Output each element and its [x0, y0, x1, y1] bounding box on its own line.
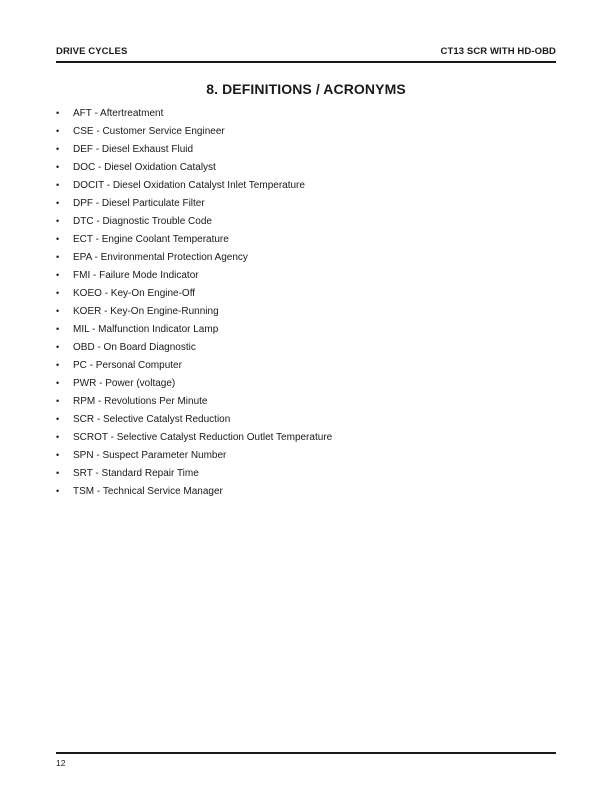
list-item — [56, 410, 332, 428]
acronym-definition: DOC - Diesel Oxidation Catalyst — [73, 161, 216, 173]
bullet-icon: • — [56, 234, 60, 244]
list-item — [56, 302, 332, 320]
acronym-definition: PWR - Power (voltage) — [73, 377, 176, 389]
header-section-label: DRIVE CYCLES — [56, 45, 128, 57]
bullet-icon: • — [56, 468, 60, 478]
list-item — [56, 446, 332, 464]
acronym-definition: DPF - Diesel Particulate Filter — [73, 197, 205, 209]
bullet-icon: • — [56, 144, 60, 154]
list-item — [56, 320, 332, 338]
bullet-icon: • — [56, 324, 60, 334]
bullet-icon: • — [56, 378, 60, 388]
bullet-icon: • — [56, 360, 60, 370]
list-item — [56, 104, 332, 122]
list-item — [56, 392, 332, 410]
list-item — [56, 356, 332, 374]
acronym-definition: DTC - Diagnostic Trouble Code — [73, 215, 212, 227]
list-item — [56, 464, 332, 482]
acronym-definition: KOER - Key-On Engine-Running — [73, 305, 219, 317]
acronym-definition: ECT - Engine Coolant Temperature — [73, 233, 229, 245]
list-item — [56, 194, 332, 212]
bullet-icon: • — [56, 162, 60, 172]
acronym-definition: MIL - Malfunction Indicator Lamp — [73, 323, 219, 335]
page-number: 12 — [56, 758, 66, 768]
list-item — [56, 176, 332, 194]
page-header — [56, 44, 556, 58]
bullet-icon: • — [56, 180, 60, 190]
list-item — [56, 284, 332, 302]
acronym-definition: PC - Personal Computer — [73, 359, 182, 371]
bullet-icon: • — [56, 396, 60, 406]
bullet-icon: • — [56, 126, 60, 136]
list-item — [56, 482, 332, 500]
bullet-icon: • — [56, 270, 60, 280]
acronym-definition: SCROT - Selective Catalyst Reduction Outlet Temperature — [73, 431, 333, 443]
list-item — [56, 428, 332, 446]
footer-divider — [56, 752, 556, 754]
acronym-definition: SCR - Selective Catalyst Reduction — [73, 413, 231, 425]
acronym-definition: SRT - Standard Repair Time — [73, 467, 199, 479]
acronym-definition: EPA - Environmental Protection Agency — [73, 251, 248, 263]
list-item — [56, 230, 332, 248]
bullet-icon: • — [56, 198, 60, 208]
acronym-definition: DEF - Diesel Exhaust Fluid — [73, 143, 194, 155]
bullet-icon: • — [56, 432, 60, 442]
bullet-icon: • — [56, 252, 60, 262]
header-document-label: CT13 SCR WITH HD-OBD — [440, 45, 556, 57]
list-item — [56, 266, 332, 284]
bullet-icon: • — [56, 414, 60, 424]
acronym-definition: KOEO - Key-On Engine-Off — [73, 287, 196, 299]
bullet-icon: • — [56, 486, 60, 496]
acronym-definition: FMI - Failure Mode Indicator — [73, 269, 199, 281]
list-item — [56, 158, 332, 176]
acronym-definition: AFT - Aftertreatment — [73, 107, 164, 119]
acronym-definition: TSM - Technical Service Manager — [73, 485, 223, 497]
bullet-icon: • — [56, 216, 60, 226]
bullet-icon: • — [56, 108, 60, 118]
acronym-definition: CSE - Customer Service Engineer — [73, 125, 225, 137]
acronym-definition: RPM - Revolutions Per Minute — [73, 395, 208, 407]
list-item — [56, 248, 332, 266]
section-title: 8. DEFINITIONS / ACRONYMS — [206, 81, 406, 97]
acronym-list — [56, 104, 332, 500]
acronym-definition: SPN - Suspect Parameter Number — [73, 449, 227, 461]
acronym-definition: OBD - On Board Diagnostic — [73, 341, 196, 353]
list-item — [56, 374, 332, 392]
bullet-icon: • — [56, 342, 60, 352]
list-item — [56, 338, 332, 356]
list-item — [56, 140, 332, 158]
list-item — [56, 122, 332, 140]
bullet-icon: • — [56, 306, 60, 316]
bullet-icon: • — [56, 288, 60, 298]
header-divider — [56, 61, 556, 63]
acronym-definition: DOCIT - Diesel Oxidation Catalyst Inlet Temperature — [73, 179, 305, 191]
bullet-icon: • — [56, 450, 60, 460]
list-item — [56, 212, 332, 230]
